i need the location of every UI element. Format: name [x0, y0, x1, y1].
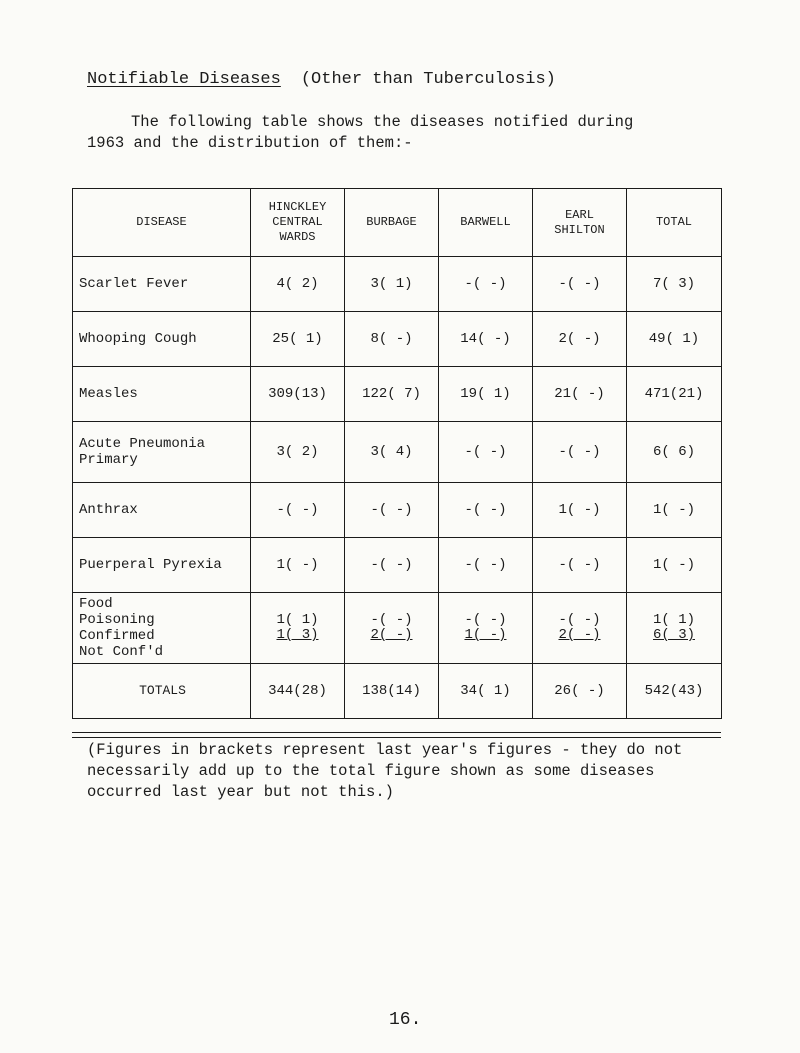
page-number: 16.	[389, 1010, 422, 1030]
cell-total: 1( -)	[627, 538, 722, 593]
cell-earl-shilton	[533, 593, 627, 664]
intro-line-1: The following table shows the diseases notified during	[131, 113, 634, 131]
disease-name: Puerperal Pyrexia	[73, 538, 251, 593]
totals-label: TOTALS	[73, 664, 251, 719]
cell-hinckley: 1( -)	[251, 538, 345, 593]
not-confirmed-value: 1( -)	[464, 627, 507, 643]
cell-barwell: -( -)	[439, 538, 533, 593]
intro-paragraph	[87, 112, 687, 154]
disease-name: Whooping Cough	[73, 312, 251, 367]
total-grand: 542(43)	[627, 664, 722, 719]
not-confirmed-value: 2( -)	[558, 627, 601, 643]
food-label-2: Poisoning	[79, 612, 155, 628]
not-confirmed-value: 6( 3)	[652, 627, 695, 643]
confirmed-value: 1( 1)	[276, 612, 319, 628]
table-row	[73, 367, 722, 422]
cell-barwell: 19( 1)	[439, 367, 533, 422]
not-confirmed-value: 2( -)	[370, 627, 413, 643]
header-disease: DISEASE	[73, 189, 251, 257]
header-row	[73, 189, 722, 257]
table-row	[73, 312, 722, 367]
table-row-food-poisoning	[73, 593, 722, 664]
heading-title: Notifiable Diseases	[87, 70, 281, 89]
cell-burbage: 3( 4)	[345, 422, 439, 483]
cell-hinckley: 3( 2)	[251, 422, 345, 483]
cell-burbage: -( -)	[345, 538, 439, 593]
cell-hinckley: -( -)	[251, 483, 345, 538]
food-label-1: Food	[79, 596, 113, 612]
table-row	[73, 538, 722, 593]
header-hinckley: HINCKLEY CENTRAL WARDS	[251, 189, 345, 257]
double-rule-divider	[72, 732, 721, 738]
disease-name: Acute Pneumonia Primary	[73, 422, 251, 483]
table-row	[73, 422, 722, 483]
cell-barwell: -( -)	[439, 422, 533, 483]
disease-name: Measles	[73, 367, 251, 422]
diseases-table	[72, 188, 722, 719]
cell-hinckley	[251, 593, 345, 664]
confirmed-value: 1( 1)	[652, 612, 695, 628]
disease-name	[73, 593, 251, 664]
food-label-4: Not Conf'd	[79, 644, 164, 660]
cell-total: 49( 1)	[627, 312, 722, 367]
cell-total	[627, 593, 722, 664]
table-row	[73, 483, 722, 538]
cell-burbage: 3( 1)	[345, 257, 439, 312]
totals-row	[73, 664, 722, 719]
header-burbage: BURBAGE	[345, 189, 439, 257]
confirmed-value: -( -)	[558, 612, 601, 628]
header-total: TOTAL	[627, 189, 722, 257]
cell-earl-shilton: -( -)	[533, 538, 627, 593]
cell-earl-shilton: 1( -)	[533, 483, 627, 538]
heading-subtitle: (Other than Tuberculosis)	[300, 70, 556, 89]
header-earl-shilton: EARL SHILTON	[533, 189, 627, 257]
cell-total: 6( 6)	[627, 422, 722, 483]
not-confirmed-value: 1( 3)	[276, 627, 319, 643]
table-row	[73, 257, 722, 312]
cell-total: 7( 3)	[627, 257, 722, 312]
cell-hinckley: 4( 2)	[251, 257, 345, 312]
cell-total: 471(21)	[627, 367, 722, 422]
disease-name: Scarlet Fever	[73, 257, 251, 312]
total-earl-shilton: 26( -)	[533, 664, 627, 719]
cell-earl-shilton: 21( -)	[533, 367, 627, 422]
food-label-3: Confirmed	[79, 628, 155, 644]
intro-line-2: 1963 and the distribution of them:-	[87, 134, 413, 152]
cell-barwell	[439, 593, 533, 664]
cell-burbage: 122( 7)	[345, 367, 439, 422]
cell-barwell: 14( -)	[439, 312, 533, 367]
total-hinckley: 344(28)	[251, 664, 345, 719]
header-barwell: BARWELL	[439, 189, 533, 257]
cell-hinckley: 25( 1)	[251, 312, 345, 367]
cell-earl-shilton: -( -)	[533, 422, 627, 483]
cell-earl-shilton: -( -)	[533, 257, 627, 312]
confirmed-value: -( -)	[464, 612, 507, 628]
cell-burbage	[345, 593, 439, 664]
cell-earl-shilton: 2( -)	[533, 312, 627, 367]
cell-barwell: -( -)	[439, 257, 533, 312]
cell-barwell: -( -)	[439, 483, 533, 538]
cell-burbage: -( -)	[345, 483, 439, 538]
cell-total: 1( -)	[627, 483, 722, 538]
total-barwell: 34( 1)	[439, 664, 533, 719]
cell-burbage: 8( -)	[345, 312, 439, 367]
cell-hinckley: 309(13)	[251, 367, 345, 422]
disease-name: Anthrax	[73, 483, 251, 538]
confirmed-value: -( -)	[370, 612, 413, 628]
total-burbage: 138(14)	[345, 664, 439, 719]
section-heading	[87, 70, 556, 89]
footnote: (Figures in brackets represent last year's figures - they do not necessarily add up to the total figure shown as some diseases occurred last year but not this.)	[87, 741, 683, 801]
